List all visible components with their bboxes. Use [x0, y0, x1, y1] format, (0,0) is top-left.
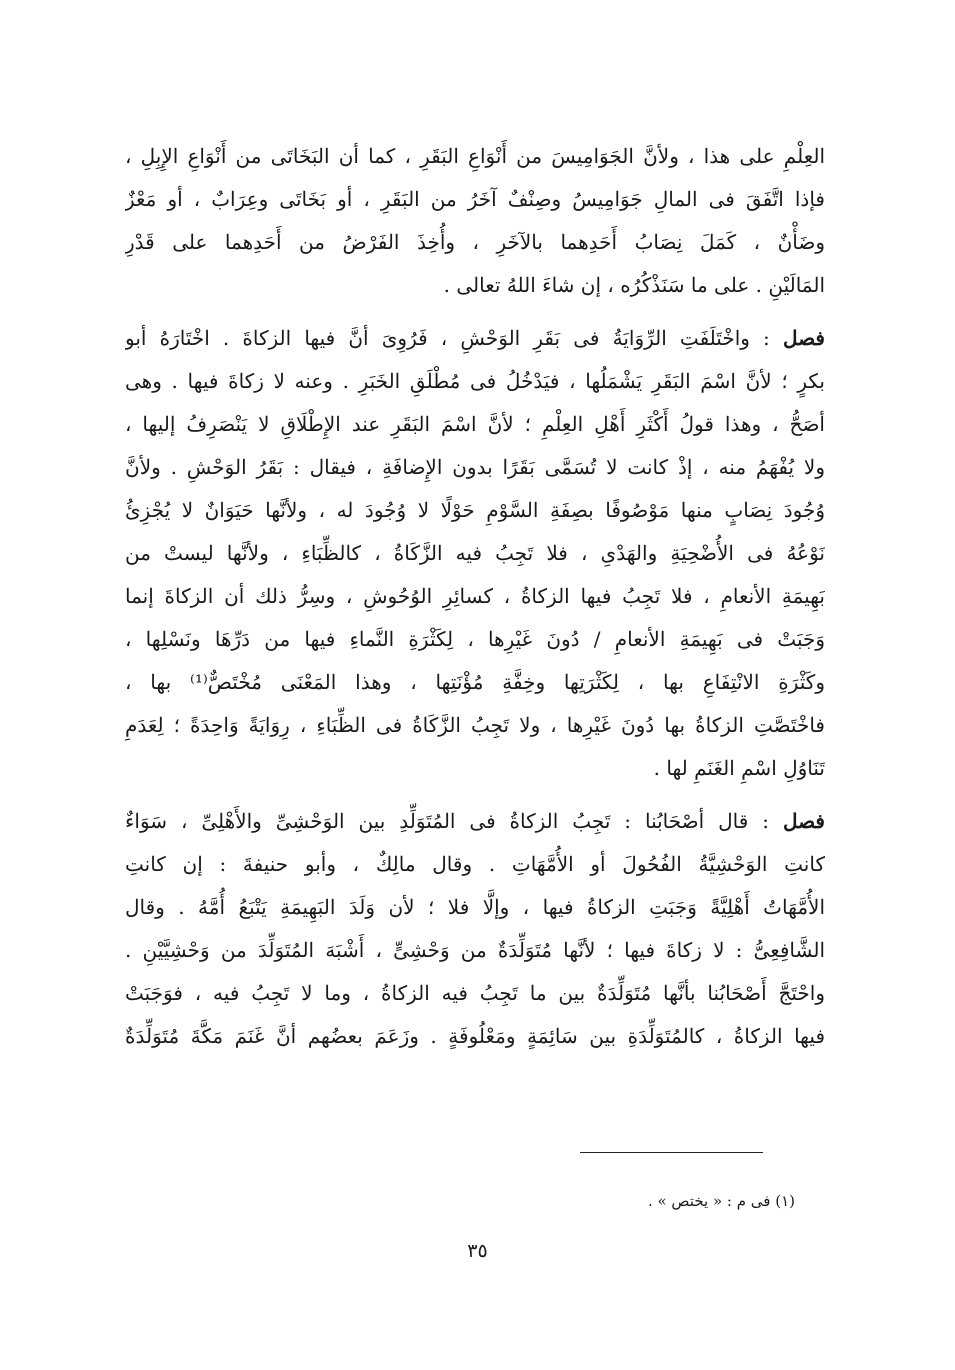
- paragraph-fasl-wild-cattle: [125, 317, 825, 790]
- text-line: الشَّافِعِىُّ : لا زكاةَ فيها ؛ لأنَّها مُتَوَلِّدَةٌ من وَحْشِىٍّ ، أَشْبَهَ المُتَوَلِّدَ من وَحْشِيَّيْنِ .: [125, 938, 825, 962]
- section-label: فصل: [782, 809, 825, 833]
- text-line: وكَثْرَةِ الانْتِفَاعِ بها ، لِكَثْرَتِها وخِفَّةِ مُؤْنَتِها ، وهذا المَعْنَى مُخْتَصٌّ⁽¹⁾ بها ،: [125, 670, 825, 694]
- paragraph-continuation: [125, 135, 825, 307]
- text-line-with-heading: [125, 317, 825, 360]
- text-line: وضَأْنٌ ، كَمَلَ نِصَابُ أَحَدِهما بالآخَرِ ، وأُخِذَ الفَرْضُ من أَحَدِهما على قَدْرِ: [125, 230, 825, 254]
- text-line: ولا يُفْهَمُ منه ، إذْ كانت لا تُسَمَّى بَقَرًا بدون الإِضافَةِ ، فيقال : بَقَرُ الوَحْشِ . ولأنَّ: [125, 455, 825, 479]
- text-line: أصَحُّ ، وهذا قولُ أَكْثَرِ أَهْلِ العِلْمِ ؛ لأنَّ اسْمَ البَقَرِ عند الإِطْلَاقِ لا يَنْصَرِفُ إليها ،: [125, 412, 825, 436]
- text-line: وُجُودَ نِصَابٍ منها مَوْصُوفًا بصِفَةِ السَّوْمِ حَوْلًا لا وُجُودَ له ، ولأنَّها حَيَوَانٌ لا يُجْزِئُ: [125, 498, 825, 522]
- text-line: فيها الزكاةُ ، كالمُتَوَلِّدَةِ بين سَائِمَةٍ ومَعْلُوفَةٍ . وزَعَمَ بعضُهم أنَّ غَنَمَ مَكَّةَ مُتَوَلِّدَةٌ: [125, 1024, 825, 1048]
- text-line-rest: : واخْتَلَفَتِ الرِّوَايَةُ فى بَقَرِ الوَحْشِ ، فَرُوِىَ أنَّ فيها الزكاةَ . اخْتَارَهُ أبو: [125, 326, 783, 350]
- text-line: فاخْتَصَّتِ الزكاةُ بها دُونَ غَيْرِها ، ولا تَجِبُ الزَّكَاةُ فى الظِّبَاءِ ، رِوَايَةً وَاحِدَةً ؛ لِعَدَمِ: [125, 713, 825, 737]
- text-line: الأُمَّهَاتُ أَهْلِيَّةً وَجَبَتِ الزكاةُ فيها ، وإلَّا فلا ؛ لأن وَلَدَ البَهِيمَةِ يَتْبَعُ أُمَّهُ . وقال: [125, 895, 825, 919]
- text-line: بكرٍ ؛ لأنَّ اسْمَ البَقَرِ يَشْمَلُها ، فيَدْخُلُ فى مُطْلَقِ الخَبَرِ . وعنه لا زكاةَ فيها . وهى: [125, 369, 825, 393]
- text-line: نَوْعُهُ فى الأُضْحِيَةِ والهَدْىِ ، فلا تَجِبُ فيه الزَّكَاةُ ، كالظِّبَاءِ ، ولأنَّها ليستْ من: [125, 541, 825, 565]
- text-line-with-heading: [125, 800, 825, 843]
- page-number: ٣٥: [467, 1240, 488, 1262]
- text-line: كانتِ الوَحْشِيَّةُ الفُحُولَ أو الأُمَّهَاتِ . وقال مالِكٌ ، وأبو حنيفةَ : إن كانتِ: [125, 852, 825, 876]
- text-line: وَجَبَتْ فى بَهِيمَةِ الأنعامِ / دُونَ غَيْرِها ، لِكَثْرَةِ النَّماءِ فيها من دَرِّهَا ونَسْلِها ،: [125, 627, 825, 651]
- text-line: واحْتَجَّ أَصْحَابُنا بأنَّها مُتَوَلِّدَةٌ بين ما تَجِبُ فيه الزكاةُ ، وما لا تَجِبُ فيه ، فوَجَبَتْ: [125, 981, 825, 1005]
- text-line: بَهِيمَةِ الأنعامِ ، فلا تَجِبُ فيها الزكاةُ ، كسائِرِ الوُحُوشِ ، وسِرُّ ذلك أن الزكاةَ إنما: [125, 584, 825, 608]
- text-line-rest: : قال أصْحَابُنا : تَجِبُ الزكاةُ فى المُتَوَلِّدِ بين الوَحْشِىِّ والأَهْلِىِّ ، سَوَاءٌ: [125, 809, 783, 833]
- text-line: العِلْمِ على هذا ، ولأنَّ الجَوَامِيسَ من أَنْوَاعِ البَقَرِ ، كما أن البَخَاتَى من أَنْوَاعِ الإِبِلِ ،: [125, 144, 825, 168]
- section-label: فصل: [782, 326, 825, 350]
- text-line: تَنَاوُلِ اسْمِ الغَنَمِ لها .: [653, 756, 825, 780]
- text-line: المَالَيْنِ . على ما سَنَذْكُرُه ، إن شاءَ اللهُ تعالى .: [443, 273, 825, 297]
- text-line: فإذا اتَّفَقَ فى المالِ جَوَامِيسُ وصِنْفٌ آخَرُ من البَقَرِ ، أو بَخَاتَى وعِرَابٌ ، أو مَعْزٌ: [125, 187, 825, 211]
- paragraph-fasl-hybrid: [125, 800, 825, 1058]
- main-text: [125, 135, 825, 1058]
- footnote: (١) فى م : « يختص » .: [647, 1192, 795, 1210]
- footnote-divider: [580, 1152, 763, 1153]
